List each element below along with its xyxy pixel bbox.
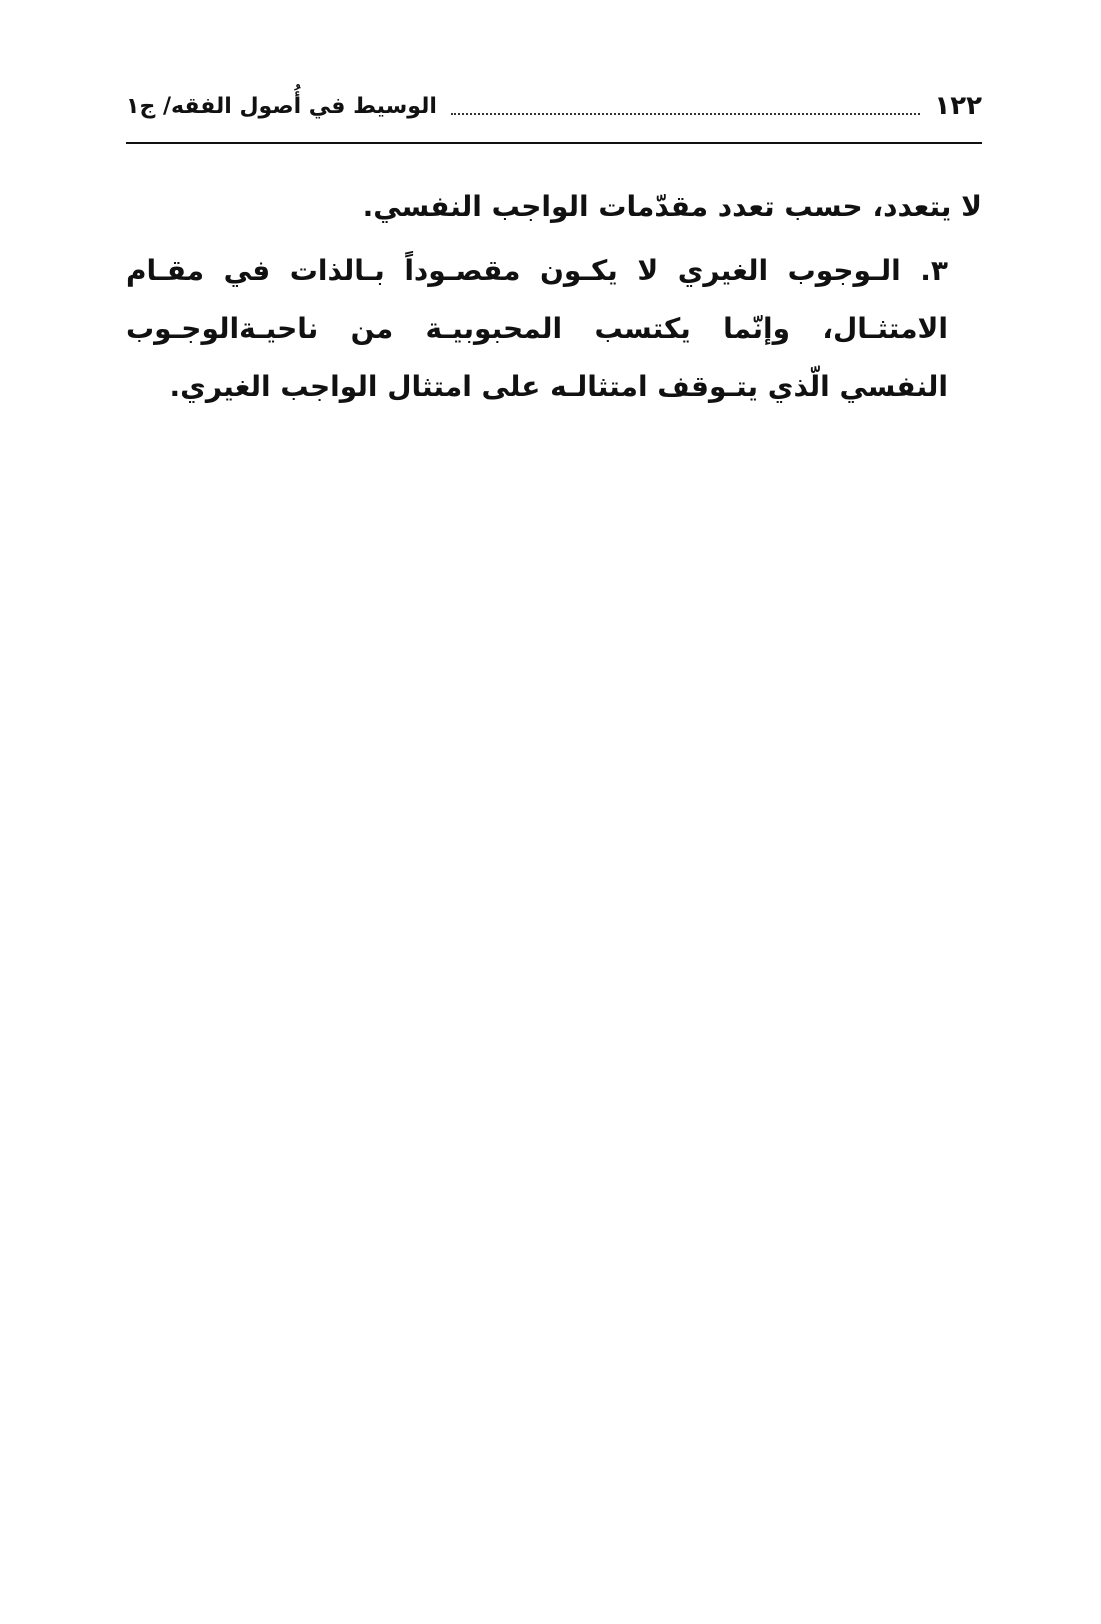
main-text — [126, 178, 982, 422]
page-number: ١٢٢ — [934, 91, 982, 121]
running-title: الوسيط في أُصول الفقه/ ج١ — [126, 93, 437, 119]
paragraph-item-3: ٣. الـوجوب الغيري لا يكـون مقصـوداً بـالذات في مقـام الامتثـال، وإنّما يكتسب المحبوبيـة من ناحيـةالوجـوب النفسي الّذي يتـوقف امتثالـه على امتثال الواجب الغيري. — [126, 254, 948, 403]
paragraph-continuation: لا يتعدد، حسب تعدد مقدّمات الواجب النفسي. — [362, 190, 982, 223]
page-header — [126, 86, 982, 126]
header-rule — [126, 142, 982, 144]
header-dotted-leader — [451, 113, 921, 115]
